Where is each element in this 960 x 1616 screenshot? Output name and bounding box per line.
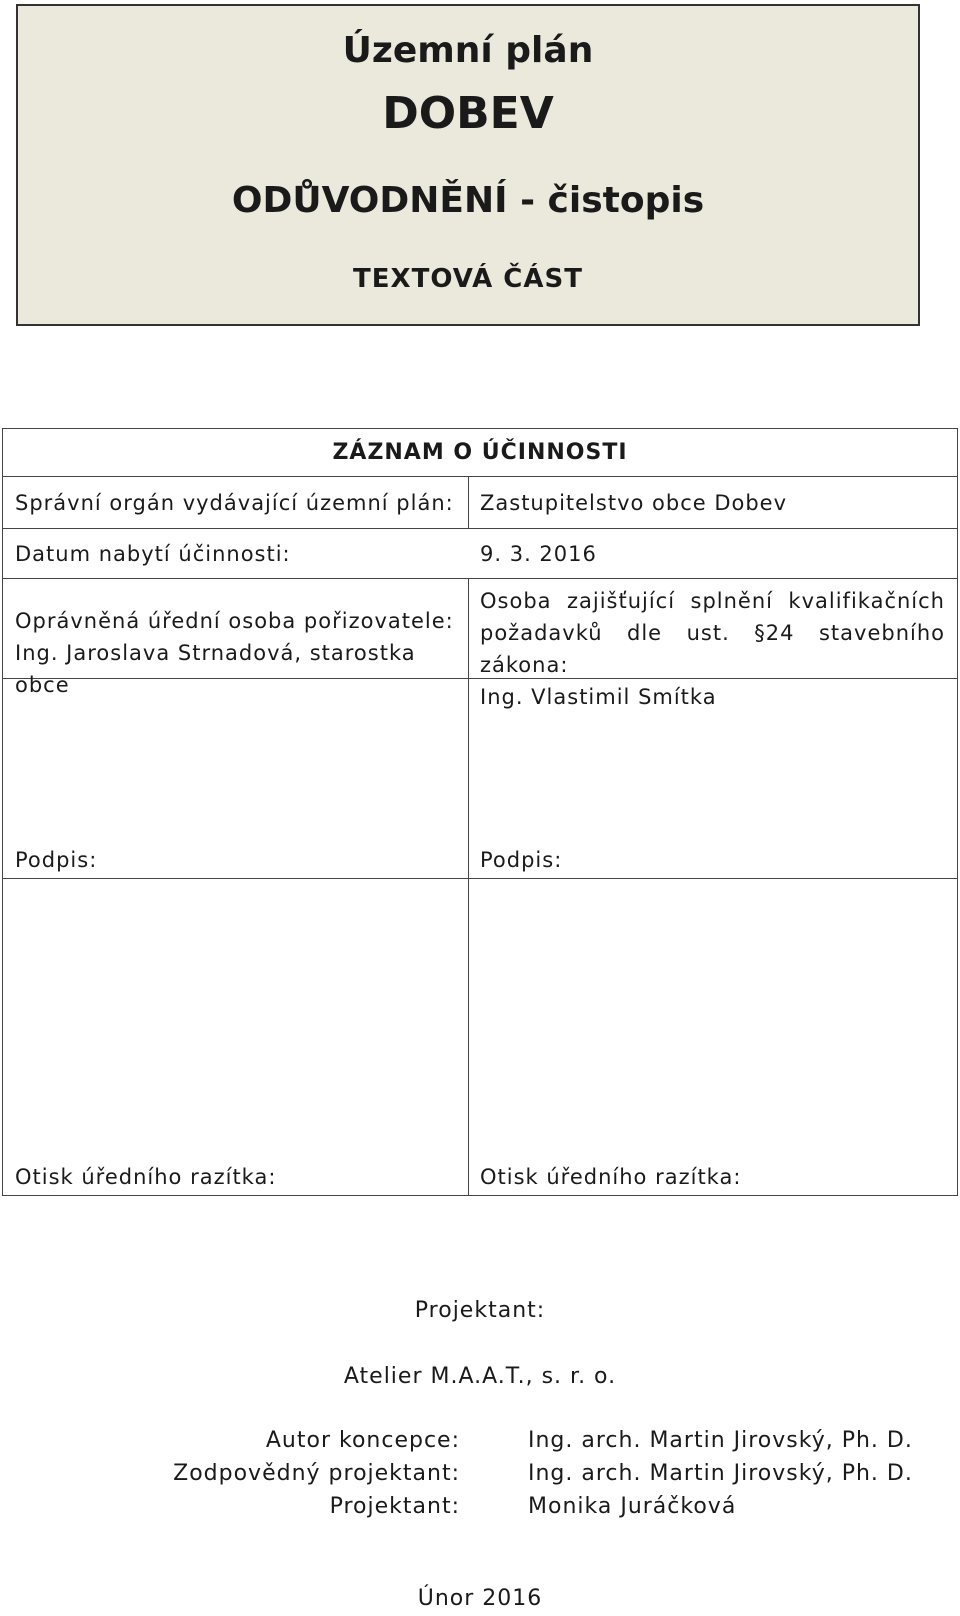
credit-value: Monika Juráčková — [528, 1494, 737, 1519]
municipality-name: DOBEV — [382, 88, 554, 139]
stamp-row — [3, 879, 957, 1195]
signature-label-left: Podpis: — [15, 848, 98, 872]
table-row — [3, 477, 957, 529]
table-heading: ZÁZNAM O ÚČINNOSTI — [332, 440, 628, 465]
stamp-label-right: Otisk úředního razítka: — [480, 1165, 742, 1189]
date-label: Datum nabytí účinnosti: — [15, 542, 291, 566]
title-block — [16, 4, 920, 326]
document-part: TEXTOVÁ ČÁST — [353, 264, 583, 294]
signature-row — [3, 679, 957, 879]
table-row — [3, 579, 957, 709]
signature-cell-right — [468, 679, 957, 878]
effectiveness-record-table — [2, 428, 958, 1196]
stamp-cell-right — [468, 879, 957, 1195]
official-label: Oprávněná úřední osoba pořizovatele: — [15, 609, 454, 633]
signature-label-right: Podpis: — [480, 848, 563, 872]
official-cell — [3, 579, 468, 697]
table-header-row — [3, 429, 957, 477]
table-row — [3, 529, 957, 579]
authority-value: Zastupitelstvo obce Dobev — [480, 491, 788, 515]
project-company: Atelier M.A.A.T., s. r. o. — [343, 1364, 617, 1389]
document-date: Únor 2016 — [417, 1586, 543, 1611]
credit-label: Projektant: — [329, 1494, 460, 1519]
credit-value: Ing. arch. Martin Jirovský, Ph. D. — [528, 1461, 913, 1486]
signature-cell-left — [3, 679, 468, 878]
authority-label: Správní orgán vydávající územní plán: — [15, 491, 454, 515]
stamp-cell-left — [3, 879, 468, 1195]
official-value: Ing. Jaroslava Strnadová, starostka obce — [15, 641, 416, 697]
document-title: Územní plán — [342, 30, 594, 71]
qualified-value: Ing. Vlastimil Smítka — [480, 685, 717, 709]
project-label: Projektant: — [414, 1298, 546, 1323]
stamp-label-left: Otisk úředního razítka: — [15, 1165, 277, 1189]
document-subtitle: ODŮVODNĚNÍ - čistopis — [231, 180, 705, 221]
qualified-label: Osoba zajišťující splnění kvalifikačních požadavků dle ust. §24 stavebního zákona: — [480, 589, 945, 677]
credit-value: Ing. arch. Martin Jirovský, Ph. D. — [528, 1428, 913, 1453]
qualified-cell — [468, 579, 957, 709]
credit-label: Autor koncepce: — [265, 1428, 460, 1453]
date-value: 9. 3. 2016 — [480, 542, 597, 566]
credit-label: Zodpovědný projektant: — [173, 1461, 460, 1486]
